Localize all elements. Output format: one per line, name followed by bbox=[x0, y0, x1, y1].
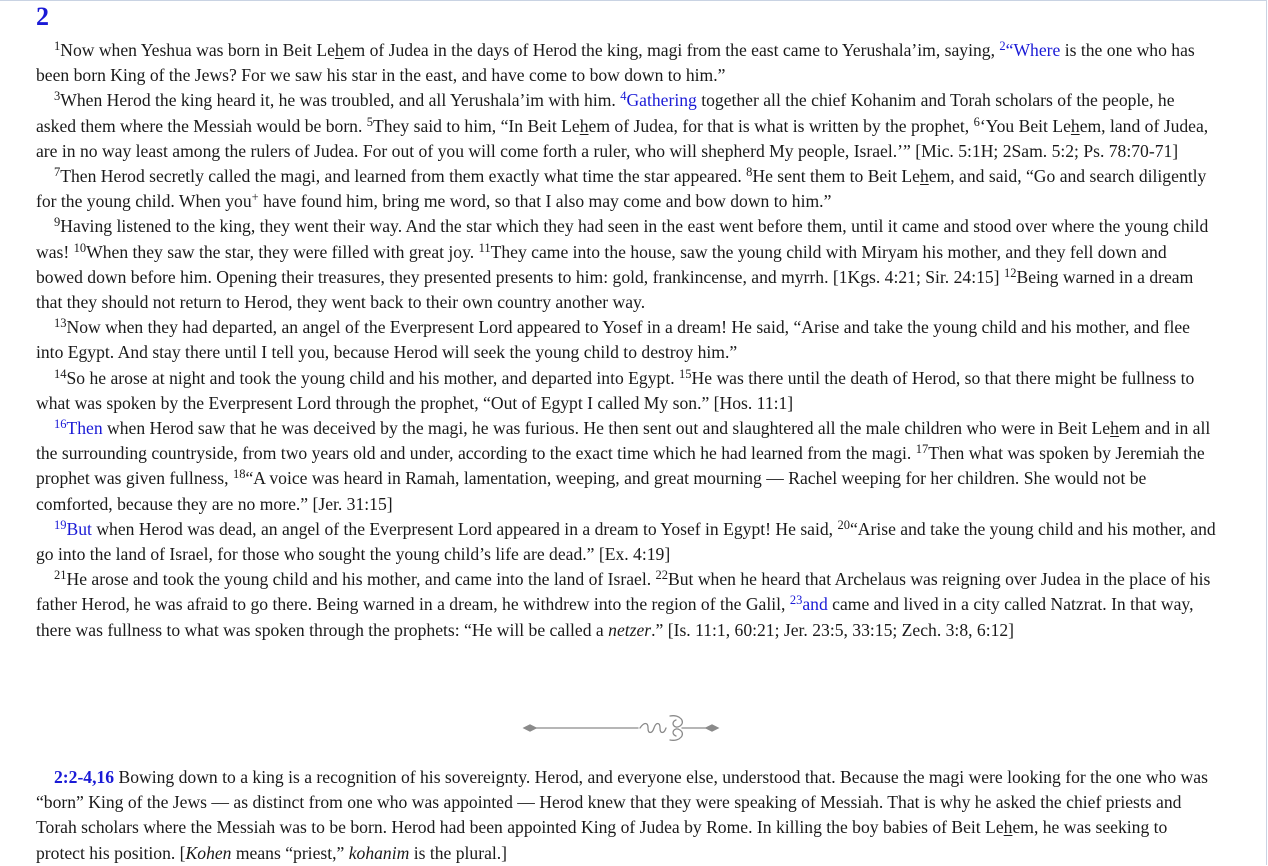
verse-link-4[interactable]: $^4$Gathering bbox=[620, 89, 697, 111]
chapter-number: 2 bbox=[36, 2, 49, 31]
footnote-reference-link[interactable]: 2:2-4,16 bbox=[54, 767, 115, 787]
verse-number: 13 bbox=[54, 316, 67, 331]
verse-number: 20 bbox=[837, 517, 850, 532]
footnote-paragraph: 2:2-4,16 Bowing down to a king is a recognition of his sovereignty. Herod, and everyone else, understood that. Because the magi were looking for the one who was “born” King of the Jews — as distinct from one who was appointed — Herod knew that they were speaking of Messiah. That is why he asked the chief priests and Torah scholars where the Messiah was to be born. Herod had been appointed King of Judea by Rome. In killing the boy babies of Beit Lehem, he was seeking to protect his position. [Kohen means “priest,” kohanim is the plural.] bbox=[36, 767, 1208, 863]
chapter-text bbox=[36, 38, 1216, 643]
verse-number: 21 bbox=[54, 568, 67, 583]
verse-number: 1 bbox=[54, 39, 61, 53]
paragraph-4: $^9$Having listened to the king, they went their way. And the star which they had seen in the east went before them, until it came and stood over where the young child was! $^{10}$When they saw the star, they were filled with great joy. $^{11}$They came into the house, saw the young child with Miryam his mother, and they fell down and bowed down before him. Opening their treasures, they presented presents to him: gold, frankincense, and myrrh. [1Kgs. 4:21; Sir. 24:15] $^{12}$Being warned in a dream that they should not return to Herod, they went back to their own country another way. bbox=[36, 215, 1209, 313]
verse-number: 11 bbox=[478, 240, 491, 255]
paragraph-8: $^{19}$But when Herod was dead, an angel of the Everpresent Lord appeared in a dream to Yosef in Egypt! He said, $^{20}$“Arise and take the young child and his mother, and go into the land of Israel, for those who sought the young child’s life are dead.” [Ex. 4:19] bbox=[36, 517, 1216, 565]
verse-number: 15 bbox=[679, 366, 692, 381]
verse-number: 17 bbox=[915, 442, 929, 457]
verse-number: 7 bbox=[54, 165, 61, 180]
paragraph-6: $^{14}$So he arose at night and took the young child and his mother, and departed into Egypt. $^{15}$He was there until the death of Herod, so that there might be fullness to what was spoken by the Everpresent Lord through the prophet, “Out of Egypt I called My son.” [Hos. 11:1] bbox=[36, 366, 1195, 413]
verse-link-19[interactable]: $^{19}$But bbox=[54, 517, 92, 539]
paragraph-2: $^3$When Herod the king heard it, he was troubled, and all Yerushala’im with him. $^4$Gathering together all the chief Kohanim and Torah scholars of the people, he asked them where the Messiah would be born. $^5$They said to him, “In Beit Lehem of Judea, for that is what is written by the prophet, $^6$‘You Beit Lehem, land of Judea, are in no way least among the rulers of Judea. For out of you will come forth a ruler, who will shepherd My people, Israel.’” [Mic. 5:1H; 2Sam. 5:2; Ps. 78:70-71] bbox=[36, 89, 1209, 161]
paragraph-3: $^7$Then Herod secretly called the magi, and learned from them exactly what time the star appeared. $^8$He sent them to Beit Lehem, and said, “Go and search diligently for the young child. When you+ have found him, bring me word, so that I also may come and bow down to him.” bbox=[36, 165, 1207, 212]
verse-number: 5 bbox=[366, 114, 374, 129]
verse-number: 12 bbox=[1003, 265, 1017, 280]
verse-link-2[interactable]: $^2$“Where bbox=[999, 39, 1061, 60]
verse-number: 9 bbox=[54, 215, 61, 230]
flourish-divider-icon bbox=[520, 708, 724, 748]
verse-number: 18 bbox=[232, 467, 246, 482]
paragraph-9: $^{21}$He arose and took the young child and his mother, and came into the land of Israel. $^{22}$But when he heard that Archelaus was reigning over Judea in the place of his father Herod, he was afraid to go there. Being warned in a dream, he withdrew into the region of the Galil, $^{23}$and came and lived in a city called Natzrat. In that way, there was fullness to what was spoken through the prophets: “He will be called a netzer.” [Is. 11:1, 60:21; Jer. 23:5, 33:15; Zech. 3:8, 6:12] bbox=[36, 568, 1211, 640]
paragraph-5: $^{13}$Now when they had departed, an angel of the Everpresent Lord appeared to Yosef in a dream! He said, “Arise and take the young child and his mother, and flee into Egypt. And stay there until I tell you, because Herod will seek the young child to destroy him.” bbox=[36, 316, 1190, 363]
verse-link-16[interactable]: $^{16}$Then bbox=[54, 417, 103, 439]
verse-number: 10 bbox=[73, 240, 87, 255]
verse-number: 6 bbox=[973, 114, 980, 129]
verse-number: 8 bbox=[746, 165, 753, 180]
verse-number: 3 bbox=[54, 89, 61, 104]
verse-number: 14 bbox=[54, 366, 67, 381]
paragraph-7: $^{16}$Then when Herod saw that he was deceived by the magi, he was furious. He then sent out and slaughtered all the male children who were in Beit Lehem and in all the surrounding countryside, from two years old and under, according to the exact time which he had learned from the magi. $^{17}$Then what was spoken by Jeremiah the prophet was given fullness, $^{18}$“A voice was heard in Ramah, lamentation, weeping, and great mourning — Rachel weeping for her children. She would not be comforted, because they are no more.” [Jer. 31:15] bbox=[36, 417, 1211, 514]
verse-link-23[interactable]: $^{23}$and bbox=[789, 593, 828, 615]
verse-number: 22 bbox=[655, 568, 669, 583]
paragraph-1: $^1$Now when Yeshua was born in Beit Lehem of Judea in the days of Herod the king, magi from the east came to Yerushala’im, saying, $^2$“Where is the one who has been born King of the Jews? For we saw his star in the east, and have come to bow down to him.” bbox=[36, 39, 1195, 86]
